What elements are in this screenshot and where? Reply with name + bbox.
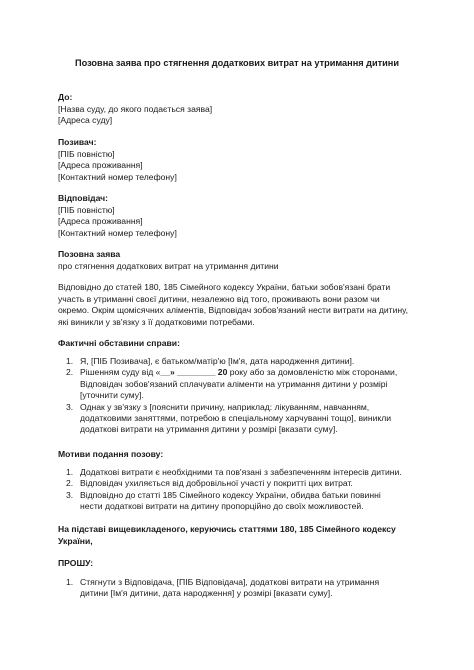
motives-heading: Мотиви подання позову: [58,449,164,459]
list-item: 2. Відповідач ухиляється від добровільної участі у покритті цих витрат. [66,478,353,489]
plaintiff-line: [Адреса проживання] [58,160,143,170]
intro-line: окремо. Окрім щомісячних аліментів, Відповідач зобов'язаний нести витрати на дитину, [58,305,408,315]
facts-heading: Фактичні обставини справи: [58,338,180,348]
claim-subtitle: про стягнення додаткових витрат на утримання дитини [58,260,279,271]
intro-line: участь в утриманні своєї дитини, незалежно від того, проживають вони разом чи [58,293,380,304]
intro-line: Відповідно до статей 180, 185 Сімейного кодексу України, батьки зобов'язані брати [58,282,391,292]
intro-line: які виникли у зв'язку з її додатковими потребами. [58,316,255,327]
list-item: 2. Рішенням суду від «__» ________ 20 року або за домовленістю між сторонами, Відповідач зобов'язаний сплачувати аліменти на утримання дитини у розмірі [уточнити суму]. [66,367,398,401]
list-item: 3. Відповідно до статті 185 Сімейного кодексу України, обидва батьки повинні нести додаткові витрати на дитину пропорційно до своїх можливостей. [66,489,381,512]
request-list [58,577,379,600]
list-item: 1. Додаткові витрати є необхідними та пов'язані з забезпеченням інтересів дитини. [66,467,402,477]
document-title: Позовна заява про стягнення додаткових витрат на утримання дитини [75,58,399,68]
basis-line: На підставі вищевикладеного, керуючись статтями 180, 185 Сімейного кодексу [58,524,396,534]
plaintiff-heading: Позивач: [58,137,97,147]
request-heading: ПРОШУ: [58,558,94,568]
to-line: [Назва суду, до якого подається заява] [58,103,213,114]
to-line: [Адреса суду] [58,115,113,125]
basis-line: України, [58,535,93,546]
motives-list [58,467,402,513]
defendant-line: [Контактний номер телефону] [58,227,177,238]
list-item: 1. Я, [ПІБ Позивача], є батьком/матір'ю [Ім'я, дата народження дитини]. [66,356,355,366]
plaintiff-line: [Контактний номер телефону] [58,171,177,182]
list-item: 1. Стягнути з Відповідача, [ПІБ Відповідача], додаткові витрати на утримання дитини [Ім'я дитини, дата народження] у розмірі [вказати суму]. [66,577,380,599]
defendant-heading: Відповідач: [58,193,109,203]
list-item: 3. Однак у зв'язку з [пояснити причину, наприклад: лікуванням, навчанням, додатковими заняттями, потребою в спеціальному харчуванні тощо], виникли додаткові витрати на утримання дитини у розмірі [вказати суму]. [66,401,392,435]
defendant-line: [Адреса проживання] [58,216,143,226]
plaintiff-line: [ПІБ повністю] [58,148,115,159]
to-heading: До: [58,92,73,102]
claim-heading: Позовна заява [58,249,121,259]
defendant-line: [ПІБ повністю] [58,204,115,215]
facts-list [58,356,397,436]
